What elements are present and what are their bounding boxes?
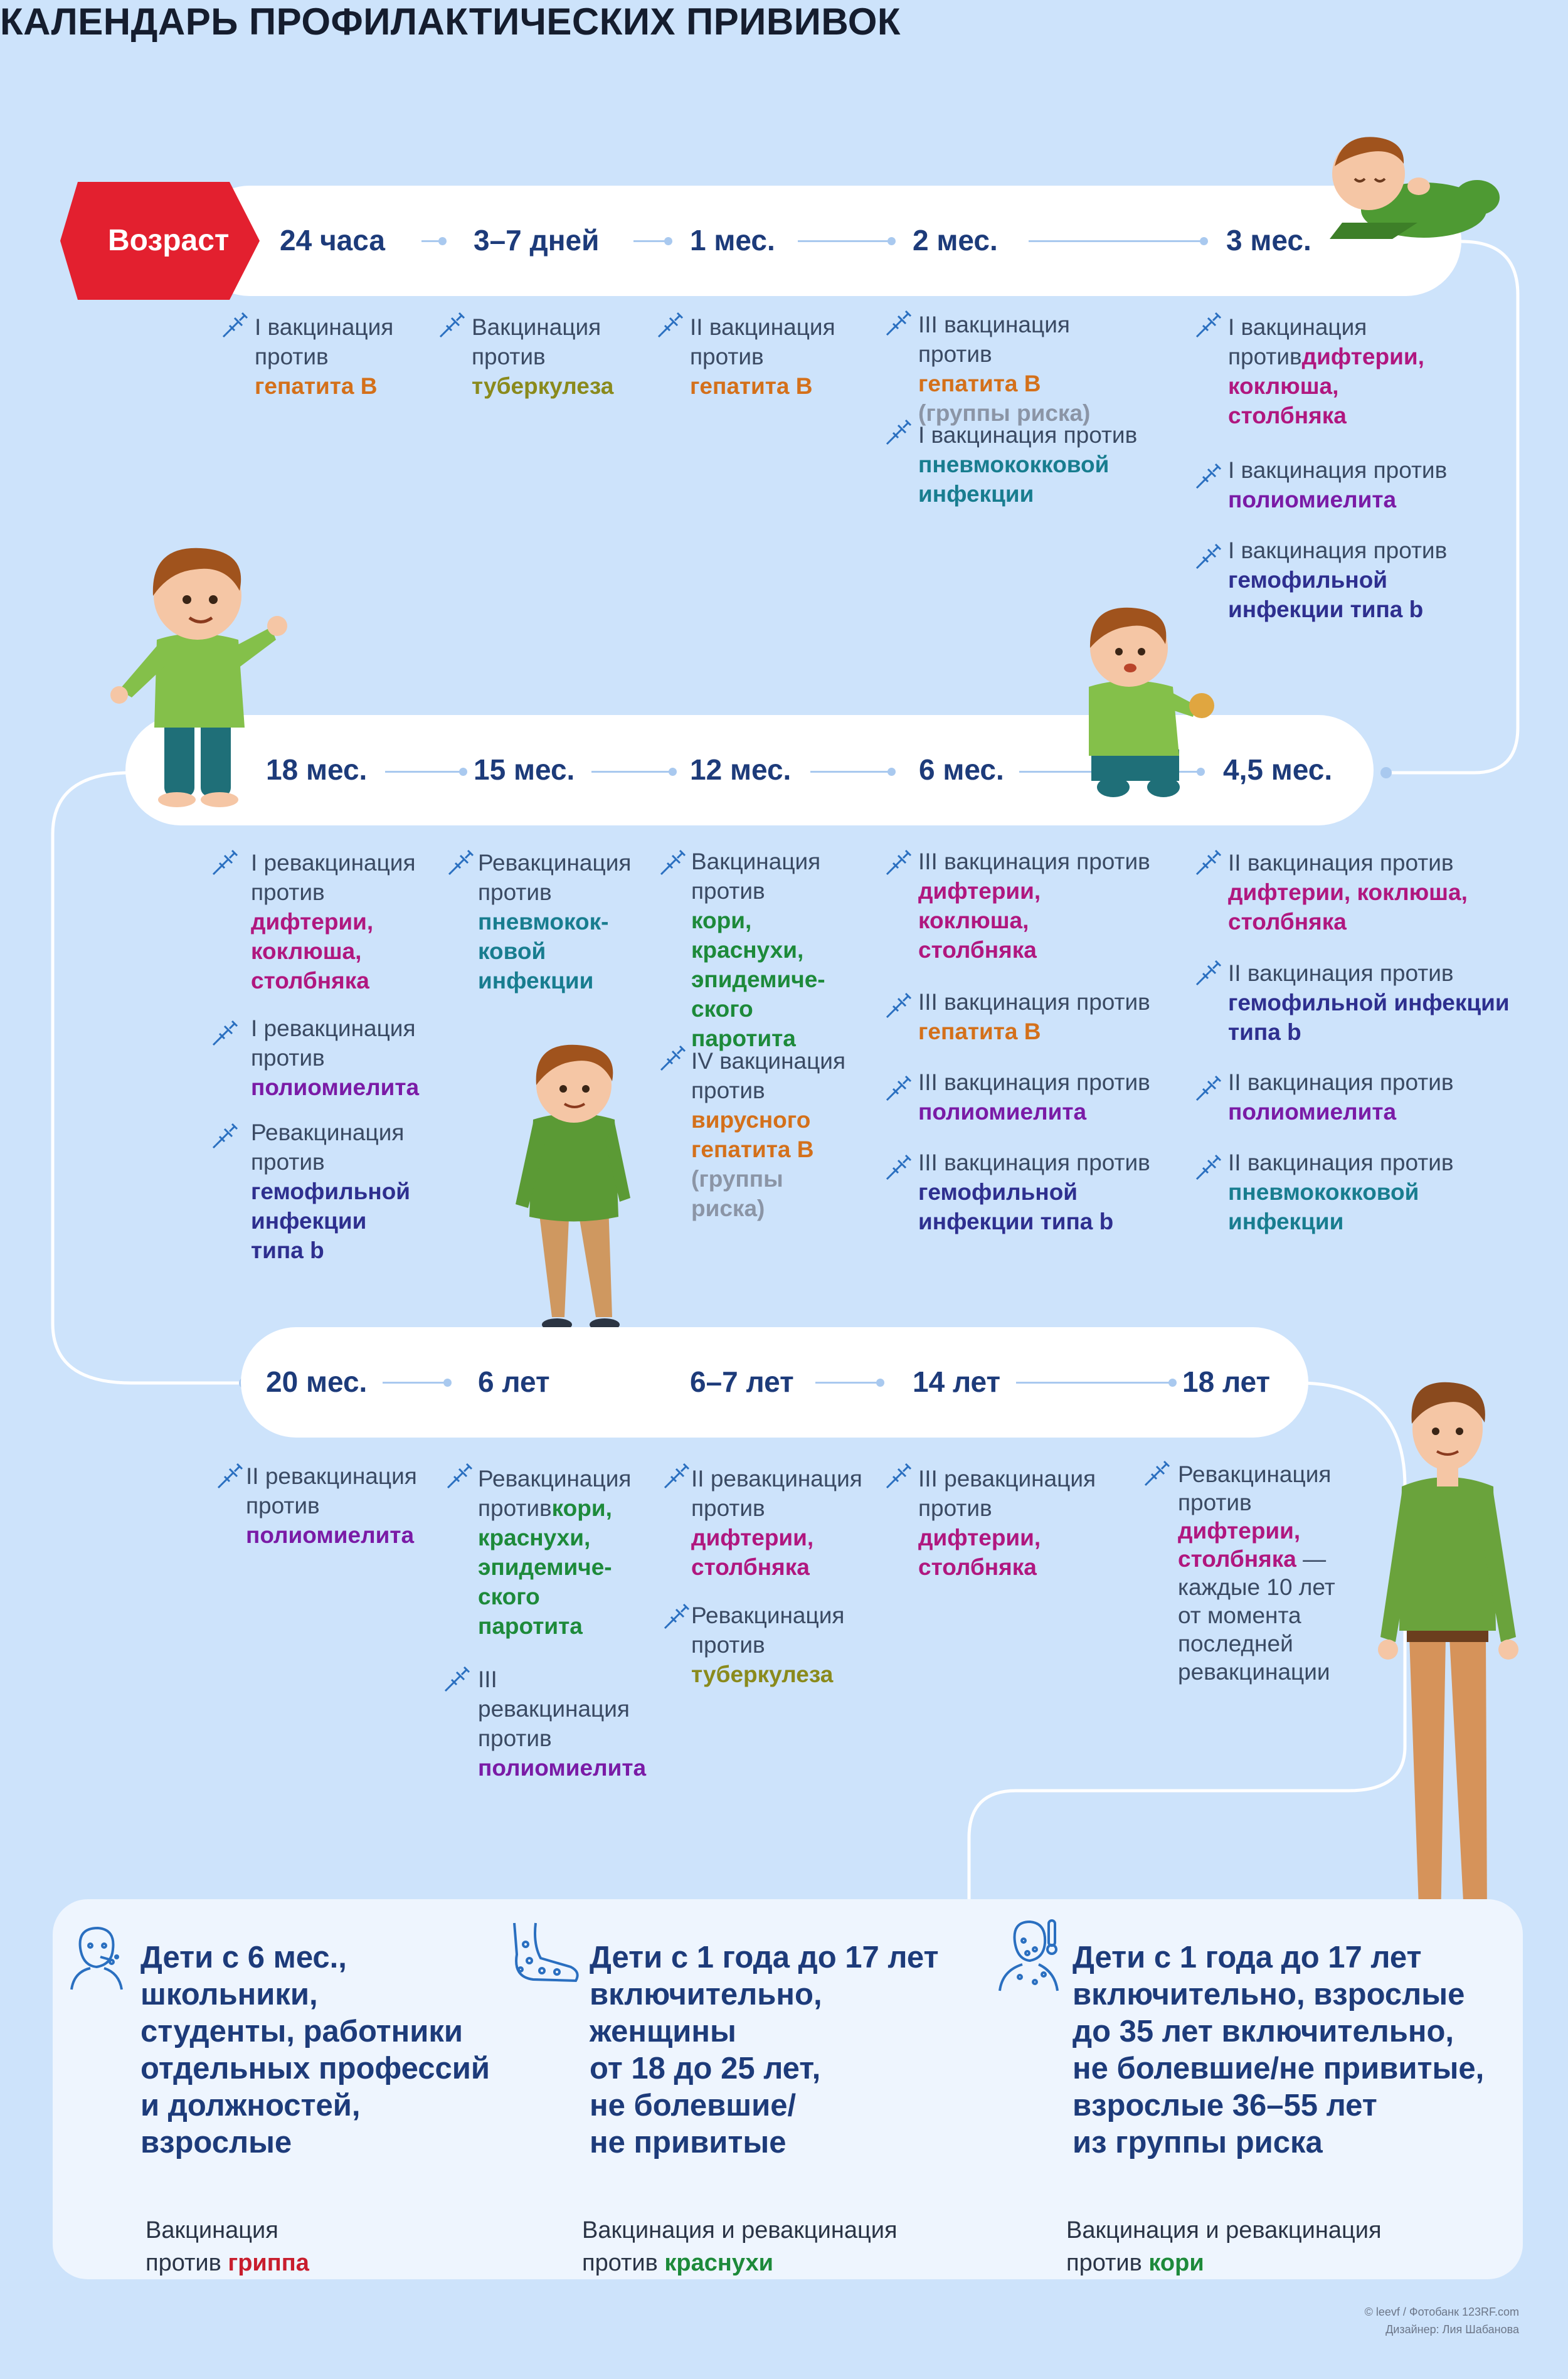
age-label: 6 лет <box>478 1365 550 1398</box>
vaccine-item: I вакцинация против пневмококковой инфекции <box>918 422 1138 507</box>
syringe-icon <box>1194 312 1222 339</box>
timeline-connector <box>1016 1382 1173 1384</box>
syringe-icon <box>662 1463 690 1490</box>
syringe-icon <box>1194 543 1222 571</box>
syringe-icon <box>884 992 912 1020</box>
baby-sitting-illustration <box>1054 599 1217 803</box>
vaccine-item: Ревакцинация против туберкулеза <box>691 1603 845 1687</box>
vaccine-item: Вакцинация против кори, краснухи, эпидемиче- ского паротита <box>691 849 825 1051</box>
syringe-icon <box>884 310 912 337</box>
syringe-icon <box>216 1463 243 1490</box>
vaccine-item: III вакцинация против гепатита В (группы риска) <box>918 312 1091 426</box>
syringe-icon <box>659 849 686 877</box>
vaccine-item: I ревакцинация против дифтерии, коклюша, столбняка <box>251 850 416 993</box>
vaccine-item: Ревакцинация против пневмокок- ковой инфекции <box>478 850 632 993</box>
adult-man-illustration <box>1370 1374 1524 1951</box>
age-label: 14 лет <box>913 1365 1001 1398</box>
age-label: 18 лет <box>1182 1365 1271 1398</box>
measles-person-icon <box>995 1917 1060 1992</box>
page-title: КАЛЕНДАРЬ ПРОФИЛАКТИЧЕСКИХ ПРИВИВОК <box>0 1 901 43</box>
age-label: 12 мес. <box>690 753 792 786</box>
syringe-icon <box>1194 463 1222 490</box>
vaccine-item: II ревакцинация против полиомиелита <box>246 1463 417 1548</box>
syringe-icon <box>211 849 238 877</box>
vaccine-item: Ревакцинация против гемофильной инфекции типа b <box>251 1120 411 1263</box>
timeline-connector <box>810 771 892 773</box>
timeline-connector <box>591 771 673 773</box>
age-label: 4,5 мес. <box>1223 753 1333 786</box>
vaccine-item: IV вакцинация против вирусного гепатита В (группы риска) <box>691 1048 846 1221</box>
syringe-icon <box>221 312 248 339</box>
toddler-waving-illustration <box>107 533 301 809</box>
age-label: 2 мес. <box>913 224 998 257</box>
risk-group-title: Дети с 1 года до 17 лет включительно, взрослые до 35 лет включительно, не болевшие/не привитые, взрослые 36–55 лет из группы риска <box>1073 1941 1485 2159</box>
risk-group-vaccine: Вакцинация и ревакцинация против краснухи <box>582 2217 898 2276</box>
baby-crawling-illustration <box>1317 129 1505 254</box>
vaccine-item: I вакцинация противдифтерии, коклюша, столбняка <box>1228 314 1424 428</box>
vaccine-item: I вакцинация против гепатита В <box>255 314 394 399</box>
vaccine-item: III вакцинация против дифтерии, коклюша, столбняка <box>918 849 1150 963</box>
vaccine-item: Ревакцинация противкори, краснухи, эпидемиче- ского паротита <box>478 1466 632 1639</box>
risk-group-title: Дети с 1 года до 17 лет включительно, женщины от 18 до 25 лет, не болевшие/ не привитые <box>590 1941 939 2159</box>
vaccine-item: II вакцинация против пневмококковой инфекции <box>1228 1150 1454 1234</box>
vaccine-item: I ревакцинация против полиомиелита <box>251 1015 420 1100</box>
syringe-icon <box>445 1463 473 1490</box>
syringe-icon <box>211 1020 238 1047</box>
syringe-icon <box>656 312 684 339</box>
syringe-icon <box>659 1045 686 1073</box>
timeline-connector <box>383 1382 448 1384</box>
syringe-icon <box>438 312 465 339</box>
syringe-icon <box>884 1154 912 1182</box>
child-standing-illustration <box>502 1035 646 1336</box>
risk-group-vaccine: Вакцинация против гриппа <box>146 2217 309 2276</box>
vaccine-item: II вакцинация против гемофильной инфекции типа b <box>1228 960 1510 1045</box>
syringe-icon <box>447 849 474 877</box>
syringe-icon <box>1194 960 1222 987</box>
age-label: 3 мес. <box>1226 224 1311 257</box>
timeline-connector <box>815 1382 881 1384</box>
syringe-icon <box>884 1075 912 1103</box>
age-label: 6–7 лет <box>690 1365 794 1398</box>
timeline-connector <box>798 240 892 242</box>
flu-person-icon <box>65 1923 125 1991</box>
vaccine-item: I вакцинация против гемофильной инфекции типа b <box>1228 538 1448 622</box>
age-label: 20 мес. <box>266 1365 368 1398</box>
age-label: 15 мес. <box>474 753 575 786</box>
vaccine-item: II вакцинация против гепатита В <box>690 314 835 399</box>
photo-credit: © leevf / Фотобанк 123RF.com <box>1364 2306 1519 2318</box>
vaccine-item: II ревакцинация против дифтерии, столбняка <box>691 1466 862 1580</box>
vaccine-item: III ревакцинация против полиомиелита <box>478 1666 647 1781</box>
syringe-icon <box>662 1603 690 1631</box>
timeline-connector <box>421 240 443 242</box>
syringe-icon <box>443 1666 470 1693</box>
risk-group-vaccine: Вакцинация и ревакцинация против кори <box>1066 2217 1382 2276</box>
designer-credit: Дизайнер: Лия Шабанова <box>1385 2323 1519 2336</box>
syringe-icon <box>884 419 912 447</box>
vaccine-item: I вакцинация против полиомиелита <box>1228 457 1448 512</box>
age-label: 6 мес. <box>919 753 1004 786</box>
timeline-connector <box>385 771 464 773</box>
vaccine-item: III вакцинация против гепатита В <box>918 989 1150 1044</box>
vaccine-item: II вакцинация против полиомиелита <box>1228 1069 1454 1125</box>
syringe-icon <box>211 1123 238 1150</box>
age-label: 1 мес. <box>690 224 775 257</box>
vaccine-item: Вакцинация против туберкулеза <box>472 314 614 399</box>
age-badge-label: Возраст <box>108 224 230 257</box>
syringe-icon <box>884 849 912 877</box>
age-label: 18 мес. <box>266 753 368 786</box>
timeline-connector <box>633 240 669 242</box>
vaccine-item: III ревакцинация против дифтерии, столбняка <box>918 1466 1096 1580</box>
syringe-icon <box>884 1463 912 1490</box>
vaccine-item: III вакцинация против полиомиелита <box>918 1069 1150 1125</box>
age-label: 24 часа <box>280 224 385 257</box>
syringe-icon <box>1143 1460 1170 1488</box>
vaccine-item: II вакцинация против дифтерии, коклюша, столбняка <box>1228 850 1468 935</box>
syringe-icon <box>1194 1154 1222 1182</box>
timeline-connector <box>1029 240 1204 242</box>
rash-foot-icon <box>502 1919 583 1987</box>
syringe-icon <box>1194 1075 1222 1103</box>
age-label: 3–7 дней <box>474 224 600 257</box>
vaccine-item: Ревакцинация против дифтерии, столбняка — каждые 10 лет от момента последней ревакцинации <box>1178 1461 1335 1685</box>
syringe-icon <box>1194 849 1222 877</box>
vaccine-item: III вакцинация против гемофильной инфекции типа b <box>918 1150 1150 1234</box>
risk-group-title: Дети с 6 мес., школьники, студенты, работники отдельных профессий и должностей, взрослые <box>140 1941 490 2159</box>
